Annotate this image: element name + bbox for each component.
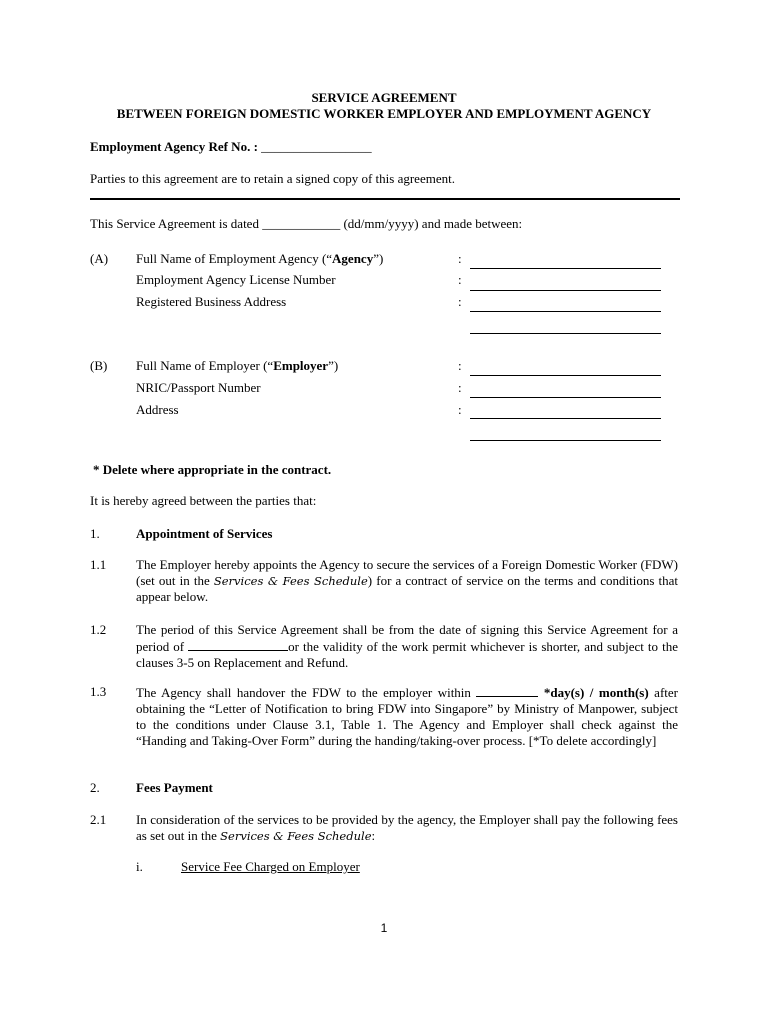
period-blank[interactable] bbox=[188, 638, 288, 651]
clause-2-1-number: 2.1 bbox=[90, 812, 107, 827]
section-2-heading: Fees Payment bbox=[136, 780, 213, 795]
party-a-license-field[interactable] bbox=[470, 290, 661, 291]
fee-item-label: Service Fee Charged on Employer bbox=[181, 859, 360, 874]
party-b-address-label: Address bbox=[136, 402, 179, 417]
party-a-address-field-2[interactable] bbox=[470, 333, 661, 334]
party-a-name-field[interactable] bbox=[470, 268, 661, 269]
document-subtitle: BETWEEN FOREIGN DOMESTIC WORKER EMPLOYER AND EMPLOYMENT AGENCY bbox=[116, 106, 652, 121]
colon: : bbox=[458, 294, 462, 309]
dated-line: This Service Agreement is dated ____________ (dd/mm/yyyy) and made between: bbox=[90, 216, 523, 231]
section-2-number: 2. bbox=[90, 780, 100, 795]
handover-blank[interactable] bbox=[476, 684, 538, 697]
party-b-marker: (B) bbox=[90, 358, 108, 373]
agreed-line: It is hereby agreed between the parties that: bbox=[90, 493, 317, 508]
party-a-marker: (A) bbox=[90, 251, 109, 266]
agency-ref-blank[interactable]: _________________ bbox=[261, 139, 372, 154]
party-b-address-field-2[interactable] bbox=[470, 440, 661, 441]
clause-1-3-number: 1.3 bbox=[90, 684, 107, 699]
colon: : bbox=[458, 402, 462, 417]
delete-note: * Delete where appropriate in the contract. bbox=[93, 462, 332, 477]
clause-1-2-number: 1.2 bbox=[90, 622, 107, 637]
page-number: 1 bbox=[380, 921, 388, 935]
party-a-name-label: Full Name of Employment Agency (“Agency”) bbox=[136, 251, 384, 266]
party-b-nric-label: NRIC/Passport Number bbox=[136, 380, 261, 395]
party-b-address-field[interactable] bbox=[470, 418, 661, 419]
clause-1-1-number: 1.1 bbox=[90, 557, 107, 572]
party-a-address-field[interactable] bbox=[470, 311, 661, 312]
agency-ref-label: Employment Agency Ref No. : bbox=[90, 139, 262, 154]
party-b-name-field[interactable] bbox=[470, 375, 661, 376]
colon: : bbox=[458, 272, 462, 287]
document-title: SERVICE AGREEMENT bbox=[311, 90, 457, 105]
party-a-address-label: Registered Business Address bbox=[136, 294, 287, 309]
parties-note: Parties to this agreement are to retain a signed copy of this agreement. bbox=[90, 171, 455, 186]
agency-ref-line bbox=[90, 139, 372, 155]
divider bbox=[90, 198, 680, 200]
section-1-number: 1. bbox=[90, 526, 100, 541]
fee-item-number: i. bbox=[136, 859, 143, 874]
party-a-license-label: Employment Agency License Number bbox=[136, 272, 336, 287]
clause-1-2-text: The period of this Service Agreement shall be from the date of signing this Service Agreement for a period of or the validity of the work permit whichever is shorter, and subject to the clauses 3-5 on Replacement and Refund. bbox=[136, 622, 678, 670]
clause-1-1-text: The Employer hereby appoints the Agency to secure the services of a Foreign Domestic Worker (FDW) (set out in the Services & Fees Schedule) for a contract of service on the terms and conditions that appear below. bbox=[136, 557, 678, 604]
party-b-name-label: Full Name of Employer (“Employer”) bbox=[136, 358, 339, 373]
party-b-nric-field[interactable] bbox=[470, 397, 661, 398]
section-1-heading: Appointment of Services bbox=[136, 526, 273, 541]
colon: : bbox=[458, 251, 462, 266]
clause-1-3-text: The Agency shall handover the FDW to the employer within *day(s) / month(s) after obtaining the “Letter of Notification to bring FDW into Singapore” by Ministry of Manpower, subject to the conditions under Clause 3.1, Table 1. The Agency and Employer shall check against the “Handing and Taking-Over Form” during the handing/taking-over process. [*To delete accordingly] bbox=[136, 685, 678, 748]
colon: : bbox=[458, 358, 462, 373]
clause-2-1-text: In consideration of the services to be provided by the agency, the Employer shall pay the following fees as set out in the Services & Fees Schedule: bbox=[136, 812, 678, 843]
colon: : bbox=[458, 380, 462, 395]
